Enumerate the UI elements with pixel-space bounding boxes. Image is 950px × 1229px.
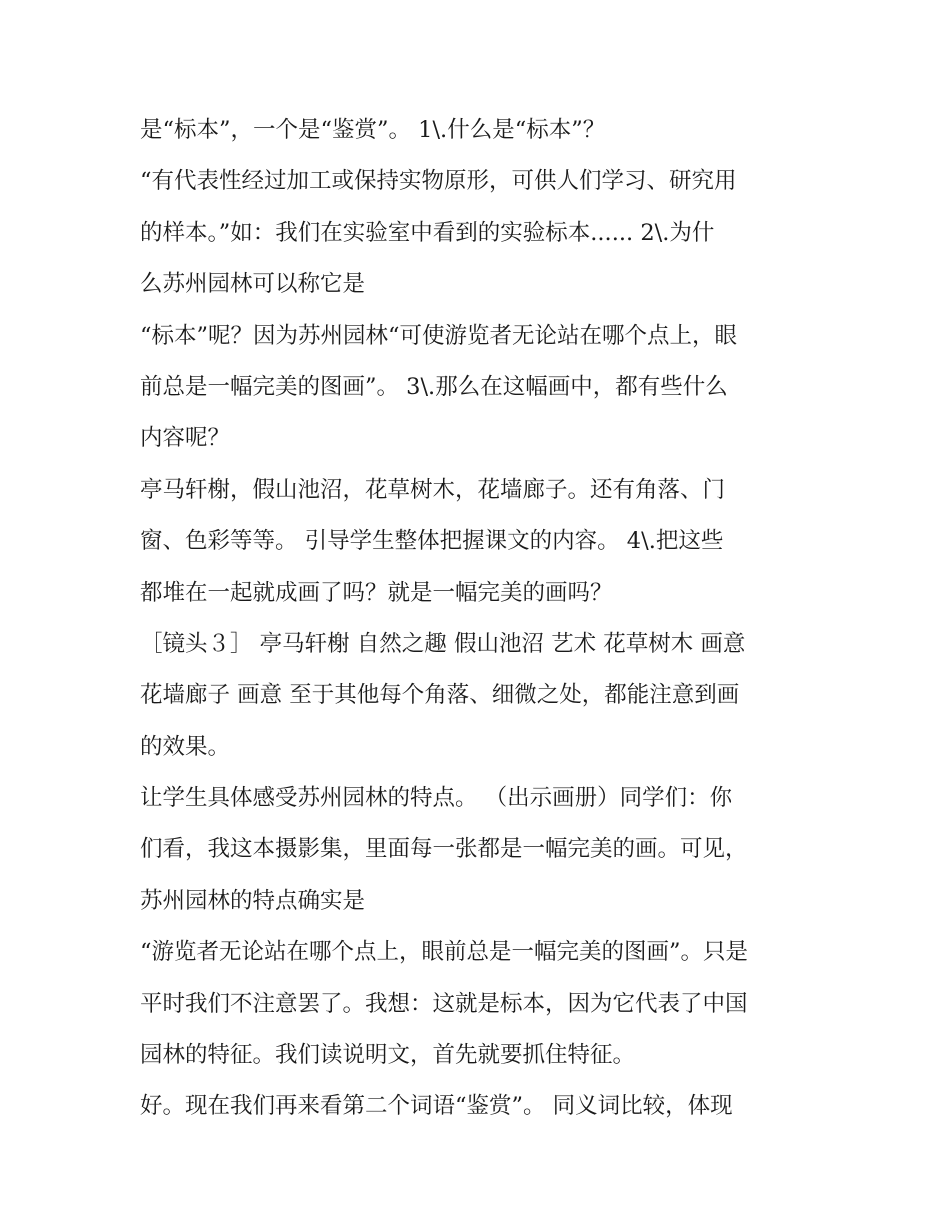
text-line: “有代表性经过加工或保持实物原形，可供人们学习、研究用 <box>140 168 737 195</box>
text-line: 的样本。”如：我们在实验室中看到的实验标本...... 2\.为什 <box>140 219 715 246</box>
text-line: 都堆在一起就成画了吗？就是一幅完美的画吗？ <box>140 579 613 606</box>
text-line: “游览者无论站在哪个点上，眼前总是一幅完美的图画”。只是 <box>140 939 749 966</box>
text-line: 们看，我这本摄影集，里面每一张都是一幅完美的画。可见， <box>140 836 748 863</box>
body-text <box>140 105 830 1133</box>
text-line: 让学生具体感受苏州园林的特点。 （出示画册）同学们：你 <box>140 785 733 812</box>
text-line: 窗、色彩等等。 引导学生整体把握课文的内容。 4\.把这些 <box>140 528 724 555</box>
text-line: 内容呢？ <box>140 425 231 452</box>
text-line: 平时我们不注意罢了。我想：这就是标本，因为它代表了中国 <box>140 990 748 1017</box>
text-line: 是“标本”，一个是“鉴赏”。 1\.什么是“标本”？ <box>140 117 606 143</box>
text-line: 苏州园林的特点确实是 <box>140 887 366 914</box>
text-line: 前总是一幅完美的图画”。 3\.那么在这幅画中，都有些什么 <box>140 373 728 400</box>
text-line: 好。现在我们再来看第二个词语“鉴赏”。 同义词比较，体现 <box>140 1093 733 1120</box>
text-line: ［镜头３］ 亭马轩榭 自然之趣 假山池沼 艺术 花草树木 画意 <box>140 630 746 657</box>
text-line: 花墙廊子 画意 至于其他每个角落、细微之处，都能注意到画 <box>140 682 740 709</box>
text-line: 园林的特征。我们读说明文，首先就要抓住特征。 <box>140 1042 636 1069</box>
text-line: 么苏州园林可以称它是 <box>140 271 366 298</box>
text-line: 亭马轩榭，假山池沼，花草树木，花墙廊子。还有角落、门 <box>140 476 726 503</box>
text-line: “标本”呢？因为苏州园林“可使游览者无论站在哪个点上，眼 <box>140 322 738 349</box>
text-line: 的效果。 <box>140 733 231 760</box>
